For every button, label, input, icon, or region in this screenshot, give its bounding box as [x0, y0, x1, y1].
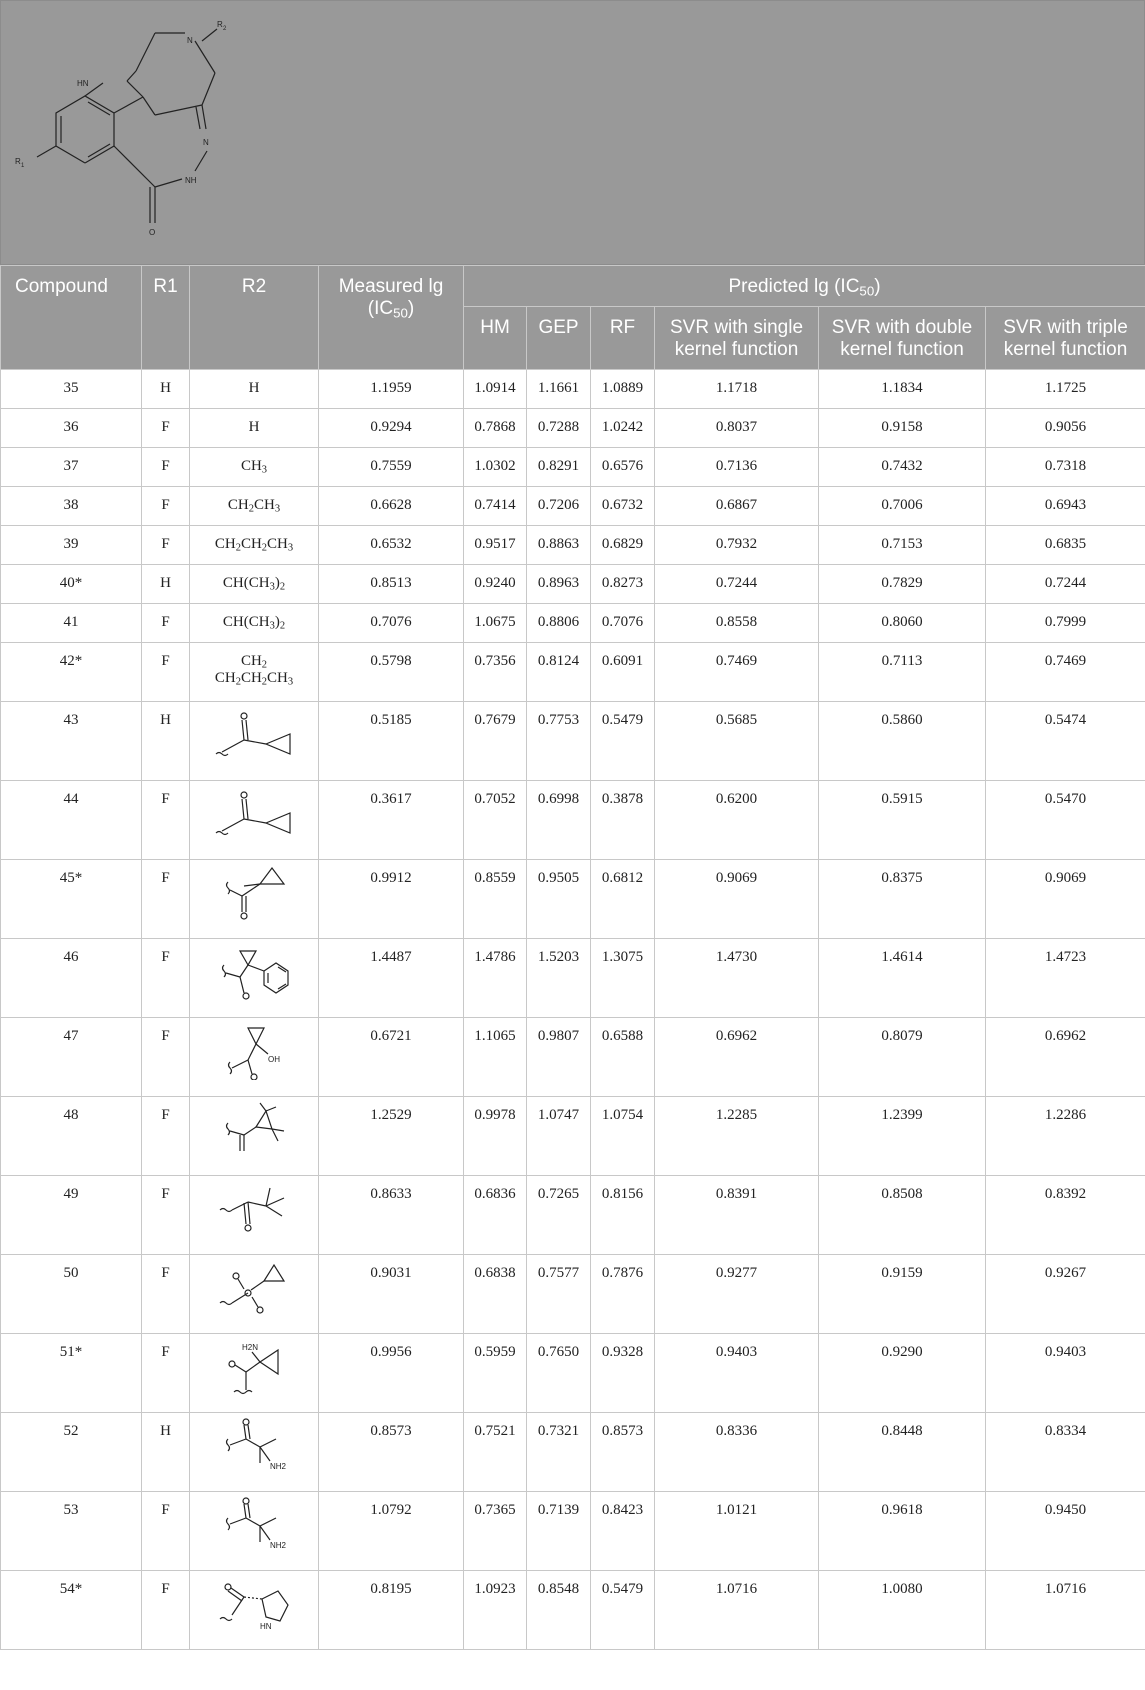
- header-gep: GEP: [527, 307, 591, 370]
- r2-structure-44: [204, 785, 304, 843]
- cell-r2-structure: [190, 1571, 319, 1650]
- header-measured-sub: 50: [393, 305, 408, 321]
- cell-svr-double: 0.7006: [819, 487, 986, 526]
- cell-r1: F: [142, 1255, 190, 1334]
- cell-svr-triple: 0.6943: [986, 487, 1145, 526]
- cell-svr-double: 0.5860: [819, 702, 986, 781]
- cell-compound: 46: [1, 939, 142, 1018]
- cell-r1: H: [142, 370, 190, 409]
- cell-r1: F: [142, 1334, 190, 1413]
- cell-svr-triple: 0.6962: [986, 1018, 1145, 1097]
- cell-r1: F: [142, 1571, 190, 1650]
- cell-svr-double: 1.4614: [819, 939, 986, 1018]
- table-row: [1, 1176, 1145, 1255]
- cell-rf: 1.0754: [591, 1097, 655, 1176]
- scaffold-label-n-eq: N: [203, 138, 209, 147]
- cell-measured: 0.5185: [319, 702, 464, 781]
- table-row: [1, 1334, 1145, 1413]
- cell-gep: 0.8863: [527, 526, 591, 565]
- cell-gep: 0.7139: [527, 1492, 591, 1571]
- cell-rf: 0.8156: [591, 1176, 655, 1255]
- cell-compound: 44: [1, 781, 142, 860]
- cell-svr-triple: 0.9403: [986, 1334, 1145, 1413]
- cell-r2-structure: [190, 702, 319, 781]
- cell-r2-structure: [190, 1097, 319, 1176]
- cell-r2-structure: [190, 860, 319, 939]
- cell-measured: 0.5798: [319, 643, 464, 702]
- cell-measured: 1.4487: [319, 939, 464, 1018]
- cell-measured: 0.3617: [319, 781, 464, 860]
- cell-gep: 0.8548: [527, 1571, 591, 1650]
- cell-gep: 0.7265: [527, 1176, 591, 1255]
- table-row: [1, 702, 1145, 781]
- cell-compound: 48: [1, 1097, 142, 1176]
- cell-r1: F: [142, 860, 190, 939]
- cell-svr-single: 0.7136: [655, 448, 819, 487]
- cell-measured: 0.8633: [319, 1176, 464, 1255]
- cell-rf: 0.6829: [591, 526, 655, 565]
- cell-r1: F: [142, 409, 190, 448]
- table-row: [1, 860, 1145, 939]
- cell-gep: 0.7753: [527, 702, 591, 781]
- cell-measured: 0.6628: [319, 487, 464, 526]
- cell-svr-single: 1.2285: [655, 1097, 819, 1176]
- header-svr-double: SVR with double kernel function: [819, 307, 986, 370]
- cell-svr-triple: 0.7244: [986, 565, 1145, 604]
- cell-svr-single: 0.5685: [655, 702, 819, 781]
- cell-svr-single: 1.0121: [655, 1492, 819, 1571]
- cell-hm: 1.0914: [464, 370, 527, 409]
- cell-svr-triple: 1.2286: [986, 1097, 1145, 1176]
- cell-hm: 0.9517: [464, 526, 527, 565]
- cell-measured: 0.8195: [319, 1571, 464, 1650]
- cell-svr-double: 0.8060: [819, 604, 986, 643]
- cell-measured: 0.8513: [319, 565, 464, 604]
- cell-compound: 40*: [1, 565, 142, 604]
- cell-hm: 1.4786: [464, 939, 527, 1018]
- cell-rf: 0.6576: [591, 448, 655, 487]
- cell-r2-structure: [190, 939, 319, 1018]
- cell-measured: 1.2529: [319, 1097, 464, 1176]
- cell-r2: $CH_2$ $CH_2CH_2CH_3$: [190, 643, 319, 702]
- header-rf: RF: [591, 307, 655, 370]
- header-compound: Compound: [1, 266, 142, 370]
- cell-compound: 49: [1, 1176, 142, 1255]
- cell-svr-single: 0.6200: [655, 781, 819, 860]
- header-measured-ic: (IC: [367, 298, 394, 319]
- cell-measured: 0.8573: [319, 1413, 464, 1492]
- cell-hm: 0.6838: [464, 1255, 527, 1334]
- cell-svr-single: 1.1718: [655, 370, 819, 409]
- scaffold-label-r1: R: [15, 157, 21, 166]
- cell-measured: 0.9031: [319, 1255, 464, 1334]
- scaffold-label-r2: R: [217, 20, 223, 29]
- table-row: [1, 565, 1145, 604]
- header-svr-triple: SVR with triple kernel function: [986, 307, 1145, 370]
- cell-svr-triple: 0.8392: [986, 1176, 1145, 1255]
- cell-svr-double: 0.9158: [819, 409, 986, 448]
- scaffold-label-o: O: [149, 228, 156, 237]
- cell-svr-single: 0.9277: [655, 1255, 819, 1334]
- cell-hm: 0.7365: [464, 1492, 527, 1571]
- cell-svr-single: 0.9069: [655, 860, 819, 939]
- cell-svr-single: 0.8037: [655, 409, 819, 448]
- table-row: [1, 604, 1145, 643]
- nh2-label: NH2: [270, 1462, 287, 1471]
- cell-svr-single: 1.4730: [655, 939, 819, 1018]
- cell-r2: $CH_3$: [190, 448, 319, 487]
- cell-r1: F: [142, 781, 190, 860]
- cell-compound: 36: [1, 409, 142, 448]
- cell-r1: F: [142, 939, 190, 1018]
- cell-svr-double: 0.8079: [819, 1018, 986, 1097]
- cell-rf: 0.7876: [591, 1255, 655, 1334]
- r2-structure-54: [204, 1575, 304, 1633]
- cell-hm: 1.0302: [464, 448, 527, 487]
- table-row: [1, 643, 1145, 702]
- cell-r2-structure: [190, 1413, 319, 1492]
- cell-measured: 0.9294: [319, 409, 464, 448]
- cell-svr-triple: 0.9056: [986, 409, 1145, 448]
- cell-measured: 1.0792: [319, 1492, 464, 1571]
- cell-svr-double: 0.8375: [819, 860, 986, 939]
- scaffold-label-r1-sub: 1: [21, 163, 25, 169]
- cell-svr-single: 1.0716: [655, 1571, 819, 1650]
- cell-r1: F: [142, 487, 190, 526]
- table-row: [1, 1097, 1145, 1176]
- cell-svr-triple: 0.6835: [986, 526, 1145, 565]
- cell-compound: 39: [1, 526, 142, 565]
- table-row: [1, 370, 1145, 409]
- cell-hm: 0.6836: [464, 1176, 527, 1255]
- cell-hm: 1.0675: [464, 604, 527, 643]
- scaffold-label-hn: HN: [77, 79, 89, 88]
- table-row: [1, 1492, 1145, 1571]
- cell-r1: H: [142, 565, 190, 604]
- cell-r2-structure: [190, 781, 319, 860]
- cell-rf: 0.9328: [591, 1334, 655, 1413]
- r2-structure-53: [204, 1496, 304, 1554]
- cell-rf: 0.8573: [591, 1413, 655, 1492]
- cell-svr-single: 0.7469: [655, 643, 819, 702]
- cell-r1: H: [142, 702, 190, 781]
- r2-structure-43: [204, 706, 304, 764]
- cell-r1: H: [142, 1413, 190, 1492]
- cell-gep: 0.8124: [527, 643, 591, 702]
- cell-hm: 0.7414: [464, 487, 527, 526]
- cell-svr-single: 0.8391: [655, 1176, 819, 1255]
- cell-svr-triple: 0.5474: [986, 702, 1145, 781]
- table-row: [1, 781, 1145, 860]
- cell-gep: 0.6998: [527, 781, 591, 860]
- cell-gep: 1.1661: [527, 370, 591, 409]
- cell-hm: 0.7679: [464, 702, 527, 781]
- cell-rf: 0.5479: [591, 702, 655, 781]
- r2-structure-45: [204, 864, 304, 922]
- cell-svr-double: 1.2399: [819, 1097, 986, 1176]
- cell-svr-single: 0.8336: [655, 1413, 819, 1492]
- cell-compound: 52: [1, 1413, 142, 1492]
- scaffold-structure-diagram: [7, 11, 267, 251]
- cell-gep: 0.7206: [527, 487, 591, 526]
- header-r1: R1: [142, 266, 190, 370]
- r2-structure-51: [204, 1338, 304, 1396]
- table-row: [1, 1571, 1145, 1650]
- cell-svr-single: 0.7932: [655, 526, 819, 565]
- cell-rf: 0.8273: [591, 565, 655, 604]
- cell-compound: 50: [1, 1255, 142, 1334]
- cell-hm: 0.7868: [464, 409, 527, 448]
- header-measured-line1: Measured lg: [338, 276, 444, 297]
- table-row: [1, 487, 1145, 526]
- r2-structure-46: [204, 943, 304, 1001]
- cell-r2-structure: [190, 1255, 319, 1334]
- scaffold-label-r2-sub: 2: [223, 26, 227, 32]
- cell-r1: F: [142, 643, 190, 702]
- cell-compound: 41: [1, 604, 142, 643]
- cell-svr-single: 0.6962: [655, 1018, 819, 1097]
- cell-gep: 0.8806: [527, 604, 591, 643]
- cell-svr-double: 0.7113: [819, 643, 986, 702]
- cell-gep: 0.7650: [527, 1334, 591, 1413]
- cell-svr-triple: 0.7999: [986, 604, 1145, 643]
- cell-svr-double: 0.5915: [819, 781, 986, 860]
- cell-hm: 0.7052: [464, 781, 527, 860]
- header-measured: [319, 266, 464, 370]
- cell-svr-double: 0.9159: [819, 1255, 986, 1334]
- header-predicted-sub: 50: [859, 283, 875, 299]
- cell-compound: 38: [1, 487, 142, 526]
- cell-svr-triple: 1.1725: [986, 370, 1145, 409]
- cell-svr-triple: 1.0716: [986, 1571, 1145, 1650]
- cell-r1: F: [142, 448, 190, 487]
- cell-rf: 0.8423: [591, 1492, 655, 1571]
- ic50-prediction-table: [0, 265, 1145, 1650]
- cell-rf: 0.5479: [591, 1571, 655, 1650]
- cell-svr-single: 0.8558: [655, 604, 819, 643]
- cell-gep: 0.8963: [527, 565, 591, 604]
- cell-compound: 43: [1, 702, 142, 781]
- cell-rf: 0.6091: [591, 643, 655, 702]
- cell-compound: 42*: [1, 643, 142, 702]
- cell-r2: $CH_2CH_3$: [190, 487, 319, 526]
- cell-svr-single: 0.6867: [655, 487, 819, 526]
- header-predicted-text: Predicted lg (IC: [728, 276, 860, 297]
- cell-r1: F: [142, 1176, 190, 1255]
- cell-rf: 0.7076: [591, 604, 655, 643]
- cell-r2: $CH_2CH_2CH_3$: [190, 526, 319, 565]
- cell-r2: H: [190, 409, 319, 448]
- cell-gep: 0.7321: [527, 1413, 591, 1492]
- cell-compound: 45*: [1, 860, 142, 939]
- table-row: [1, 448, 1145, 487]
- cell-compound: 37: [1, 448, 142, 487]
- cell-rf: 0.6812: [591, 860, 655, 939]
- table-row: [1, 526, 1145, 565]
- cell-rf: 1.0889: [591, 370, 655, 409]
- cell-svr-triple: 0.9267: [986, 1255, 1145, 1334]
- cell-svr-triple: 0.7318: [986, 448, 1145, 487]
- cell-rf: 0.6732: [591, 487, 655, 526]
- nh2-label: H2N: [242, 1343, 259, 1352]
- cell-svr-double: 0.9618: [819, 1492, 986, 1571]
- r2-structure-49: [204, 1180, 304, 1238]
- cell-r1: F: [142, 526, 190, 565]
- cell-measured: 0.9912: [319, 860, 464, 939]
- cell-svr-double: 0.7153: [819, 526, 986, 565]
- cell-gep: 0.8291: [527, 448, 591, 487]
- cell-hm: 0.8559: [464, 860, 527, 939]
- table-row: [1, 1413, 1145, 1492]
- cell-svr-triple: 0.5470: [986, 781, 1145, 860]
- cell-measured: 0.7559: [319, 448, 464, 487]
- cell-svr-double: 0.7432: [819, 448, 986, 487]
- cell-compound: 51*: [1, 1334, 142, 1413]
- header-predicted: [464, 266, 1145, 307]
- header-predicted-close: ): [874, 276, 881, 297]
- cell-svr-triple: 1.4723: [986, 939, 1145, 1018]
- cell-gep: 0.7288: [527, 409, 591, 448]
- cell-svr-triple: 0.7469: [986, 643, 1145, 702]
- scaffold-label-n: N: [187, 36, 193, 45]
- cell-svr-single: 0.9403: [655, 1334, 819, 1413]
- cell-gep: 1.5203: [527, 939, 591, 1018]
- cell-measured: 0.9956: [319, 1334, 464, 1413]
- cell-svr-double: 0.8508: [819, 1176, 986, 1255]
- cell-measured: 0.7076: [319, 604, 464, 643]
- cell-svr-triple: 0.9450: [986, 1492, 1145, 1571]
- table-row: [1, 1018, 1145, 1097]
- cell-hm: 0.5959: [464, 1334, 527, 1413]
- cell-hm: 1.0923: [464, 1571, 527, 1650]
- cell-r2-structure: [190, 1492, 319, 1571]
- header-hm: HM: [464, 307, 527, 370]
- header-svr-single: SVR with single kernel function: [655, 307, 819, 370]
- cell-compound: 35: [1, 370, 142, 409]
- cell-gep: 0.7577: [527, 1255, 591, 1334]
- cell-r2: $CH(CH_3)_2$: [190, 565, 319, 604]
- cell-compound: 54*: [1, 1571, 142, 1650]
- header-measured-close: ): [407, 298, 415, 319]
- cell-r2-structure: [190, 1018, 319, 1097]
- cell-r1: F: [142, 1018, 190, 1097]
- cell-svr-double: 0.8448: [819, 1413, 986, 1492]
- cell-svr-double: 1.1834: [819, 370, 986, 409]
- cell-r2-structure: [190, 1334, 319, 1413]
- cell-rf: 1.3075: [591, 939, 655, 1018]
- cell-measured: 1.1959: [319, 370, 464, 409]
- cell-svr-double: 0.7829: [819, 565, 986, 604]
- cell-r2: H: [190, 370, 319, 409]
- cell-hm: 0.9978: [464, 1097, 527, 1176]
- cell-measured: 0.6532: [319, 526, 464, 565]
- cell-svr-triple: 0.9069: [986, 860, 1145, 939]
- cell-hm: 0.7521: [464, 1413, 527, 1492]
- cell-compound: 53: [1, 1492, 142, 1571]
- r2-structure-50: [204, 1259, 304, 1317]
- cell-svr-double: 1.0080: [819, 1571, 986, 1650]
- cell-r2: $CH(CH_3)_2$: [190, 604, 319, 643]
- cell-hm: 1.1065: [464, 1018, 527, 1097]
- cell-compound: 47: [1, 1018, 142, 1097]
- cell-hm: 0.7356: [464, 643, 527, 702]
- cell-gep: 1.0747: [527, 1097, 591, 1176]
- cell-rf: 0.3878: [591, 781, 655, 860]
- cell-r1: F: [142, 1097, 190, 1176]
- cell-svr-triple: 0.8334: [986, 1413, 1145, 1492]
- cell-gep: 0.9807: [527, 1018, 591, 1097]
- nh2-label: NH2: [270, 1541, 287, 1550]
- r2-structure-47: [204, 1022, 304, 1080]
- table-row: [1, 939, 1145, 1018]
- table-row: [1, 409, 1145, 448]
- cell-r2-structure: [190, 1176, 319, 1255]
- cell-r1: F: [142, 1492, 190, 1571]
- cell-svr-double: 0.9290: [819, 1334, 986, 1413]
- r2-structure-52: [204, 1417, 304, 1475]
- cell-r1: F: [142, 604, 190, 643]
- cell-measured: 0.6721: [319, 1018, 464, 1097]
- scaffold-structure-panel: [0, 0, 1145, 265]
- cell-rf: 1.0242: [591, 409, 655, 448]
- cell-svr-single: 0.7244: [655, 565, 819, 604]
- header-r2: R2: [190, 266, 319, 370]
- cell-rf: 0.6588: [591, 1018, 655, 1097]
- r2-structure-48: [204, 1101, 304, 1159]
- oh-label: OH: [268, 1055, 280, 1064]
- scaffold-label-nh: NH: [185, 176, 197, 185]
- cell-gep: 0.9505: [527, 860, 591, 939]
- nh-label: HN: [260, 1622, 272, 1631]
- cell-hm: 0.9240: [464, 565, 527, 604]
- table-row: [1, 1255, 1145, 1334]
